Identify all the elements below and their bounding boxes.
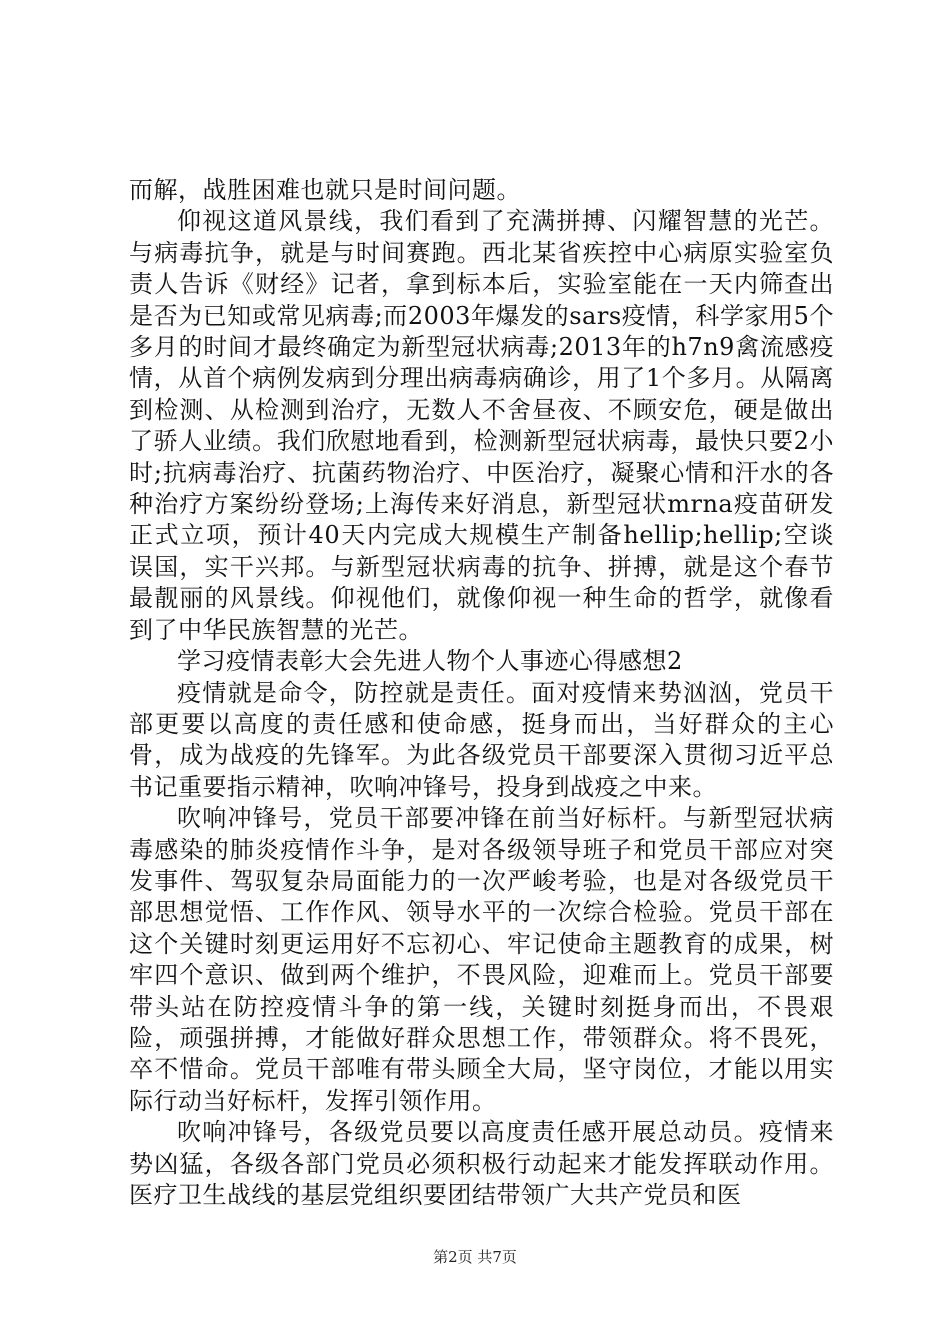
paragraph-5: 吹响冲锋号，各级党员要以高度责任感开展总动员。疫情来势凶猛，各级各部门党员必须积极行动起来才能发挥联动作用。医疗卫生战线的基层党组织要团结带领广大共产党员和医 — [129, 1118, 834, 1209]
paragraph-4: 吹响冲锋号，党员干部要冲锋在前当好标杆。与新型冠状病毒感染的肺炎疫情作斗争，是对各级领导班子和党员干部应对突发事件、驾驭复杂局面能力的一次严峻考验，也是对各级党员干部思想觉悟、工作作风、领导水平的一次综合检验。党员干部在这个关键时刻更运用好不忘初心、牢记使命主题教育的成果，树牢四个意识、做到两个维护，不畏风险，迎难而上。党员干部要带头站在防控疫情斗争的第一线，关键时刻挺身而出，不畏艰险，顽强拼搏，才能做好群众思想工作，带领群众。将不畏死，卒不惜命。党员干部唯有带头顾全大局，坚守岗位，才能以用实际行动当好标杆，发挥引领作用。 — [129, 804, 834, 1115]
paragraph-1: 而解，战胜困难也就只是时间问题。 — [129, 176, 521, 204]
paragraph-3: 疫情就是命令，防控就是责任。面对疫情来势汹汹，党员干部更要以高度的责任感和使命感，挺身而出，当好群众的主心骨，成为战疫的先锋军。为此各级党员干部要深入贯彻习近平总书记重要指示精神，吹响冲锋号，投身到战疫之中来。 — [129, 678, 834, 801]
section-heading: 学习疫情表彰大会先进人物个人事迹心得感想2 — [177, 647, 683, 676]
document-body — [129, 175, 834, 1211]
paragraph-2: 仰视这道风景线，我们看到了充满拼搏、闪耀智慧的光芒。与病毒抗争，就是与时间赛跑。西北某省疾控中心病原实验室负责人告诉《财经》记者，拿到标本后，实验室能在一天内筛查出是否为已知或常见病毒;而2003年爆发的sars疫情，科学家用5个多月的时间才最终确定为新型冠状病毒;2013年的h7n9禽流感疫情，从首个病例发病到分理出病毒病确诊，用了1个多月。从隔离到检测、从检测到治疗，无数人不舍昼夜、不顾安危，硬是做出了骄人业绩。我们欣慰地看到，检测新型冠状病毒，最快只要2小时;抗病毒治疗、抗菌药物治疗、中医治疗，凝聚心情和汗水的各种治疗方案纷纷登场;上海传来好消息，新型冠状mrna疫苗研发正式立项，预计40天内完成大规模生产制备hellip;hellip;空谈误国，实干兴邦。与新型冠状病毒的抗争、拼搏，就是这个春节最靓丽的风景线。仰视他们，就像仰视一种生命的哲学，就像看到了中华民族智慧的光芒。 — [129, 207, 834, 644]
page-number-footer: 第2页 共7页 — [433, 1248, 517, 1266]
